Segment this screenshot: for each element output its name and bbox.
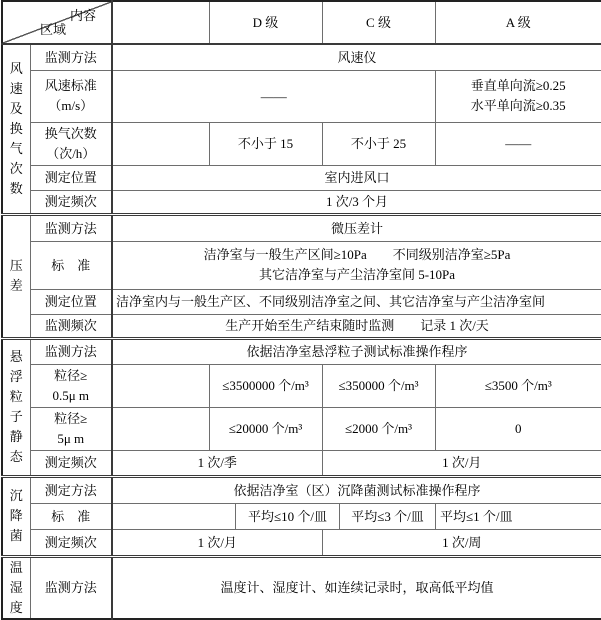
- group-label-temp-humidity: 温湿度: [2, 556, 30, 619]
- column-header-grade-d: D 级: [209, 1, 322, 44]
- value-cell-dc: ——: [112, 70, 435, 122]
- value-cell-blank: [112, 364, 209, 407]
- row-label: 监测方法: [30, 556, 112, 619]
- corner-cell: [2, 1, 112, 44]
- table-row: [2, 314, 601, 338]
- value-line2: 其它洁净室与产尘洁净室间 5-10Pa: [258, 267, 456, 282]
- row-label: [30, 70, 112, 122]
- table-row: [2, 241, 601, 289]
- value-cell-a: 0: [435, 407, 601, 450]
- value-cell: 依据洁净室悬浮粒子测试标准操作程序: [112, 338, 601, 364]
- row-label: 测定频次: [30, 190, 112, 214]
- row-label-line2: 0.5μ m: [52, 387, 90, 403]
- value-cell: [112, 241, 601, 289]
- table-row: [2, 476, 601, 503]
- row-label: 测定频次: [30, 529, 112, 556]
- value-cell: 室内进风口: [112, 165, 601, 190]
- row-label: 监测方法: [30, 338, 112, 364]
- table-row: [2, 407, 601, 450]
- value-cell-blank: [112, 407, 209, 450]
- value-cell: 温度计、湿度计、如连续记录时，取高低平均值: [112, 556, 601, 619]
- value-cell-a: ——: [435, 122, 601, 165]
- value-cell-a: [435, 70, 601, 122]
- table-row: [2, 289, 601, 314]
- row-label: 测定频次: [30, 450, 112, 476]
- value-cell: 微压差计: [112, 214, 601, 241]
- value-cell-a: ≤3500 个/m³: [435, 364, 601, 407]
- custom-segment-row: [113, 504, 601, 529]
- value-cell: 洁净室内与一般生产区、不同级别洁净室之间、其它洁净室与产尘洁净室间: [112, 289, 601, 314]
- value-cell-custom: [112, 503, 601, 529]
- row-label: 测定方法: [30, 476, 112, 503]
- group-label-windspeed: 风速及换气次数: [2, 44, 30, 214]
- row-label: 测定位置: [30, 165, 112, 190]
- row-label-line1: 风速标准: [44, 78, 97, 93]
- table-row: [2, 503, 601, 529]
- group-label-bacteria: 沉降菌: [2, 476, 30, 556]
- corner-label-region: 区域: [40, 22, 67, 37]
- table-row: [2, 190, 601, 214]
- segment-d: 平均≤10 个/皿: [235, 504, 339, 529]
- table-row: [2, 44, 601, 70]
- row-label: 标 准: [30, 503, 112, 529]
- column-header-grade-a: A 级: [435, 1, 601, 44]
- row-label: 测定位置: [30, 289, 112, 314]
- segment-a: 平均≤1 个/皿: [435, 504, 601, 529]
- table-row: [2, 165, 601, 190]
- table-row: [2, 214, 601, 241]
- value-line1: 洁净室与一般生产区间≥10Pa 不同级别洁净室≥5Pa: [203, 247, 511, 262]
- value-cell: 风速仪: [112, 44, 601, 70]
- row-label: 监测方法: [30, 214, 112, 241]
- table-row: [2, 364, 601, 407]
- row-label: 监测频次: [30, 314, 112, 338]
- header-row: [2, 1, 601, 44]
- value-cell-left: 1 次/季: [112, 450, 322, 476]
- row-label-line2: （m/s）: [48, 98, 94, 113]
- value-cell-d: ≤20000 个/m³: [209, 407, 322, 450]
- corner-label-content: 内容: [69, 8, 96, 23]
- segment-blank: [113, 504, 235, 529]
- row-label: 标 准: [30, 241, 112, 289]
- group-label-pressure: 压差: [2, 214, 30, 338]
- value-cell-blank: [112, 122, 209, 165]
- row-label-line1: 粒径≥: [54, 367, 88, 383]
- row-label: [30, 364, 112, 407]
- column-header-grade-c: C 级: [322, 1, 435, 44]
- value-cell: 1 次/3 个月: [112, 190, 601, 214]
- value-cell-c: ≤350000 个/m³: [322, 364, 435, 407]
- value-cell-right: 1 次/周: [322, 529, 601, 556]
- row-label: [30, 122, 112, 165]
- row-label-line2: 5μ m: [57, 430, 85, 446]
- value-cell: 生产开始至生产结束随时监测 记录 1 次/天: [112, 314, 601, 338]
- table-row: [2, 338, 601, 364]
- value-cell-c: 不小于 25: [322, 122, 435, 165]
- table-row: [2, 529, 601, 556]
- cleanroom-monitoring-table: [1, 0, 601, 620]
- value-line2: 水平单向流≥0.35: [470, 98, 566, 113]
- row-label: [30, 407, 112, 450]
- row-label-line1: 换气次数: [44, 125, 97, 141]
- row-label-line2: （次/h）: [46, 145, 96, 161]
- value-line1: 垂直单向流≥0.25: [470, 78, 566, 93]
- table-row: [2, 70, 601, 122]
- value-cell-d: ≤3500000 个/m³: [209, 364, 322, 407]
- table-row: [2, 450, 601, 476]
- row-label: 监测方法: [30, 44, 112, 70]
- value-cell-left: 1 次/月: [112, 529, 322, 556]
- value-cell-right: 1 次/月: [322, 450, 601, 476]
- table-row: [2, 556, 601, 619]
- segment-c: 平均≤3 个/皿: [339, 504, 435, 529]
- row-label-line1: 粒径≥: [54, 410, 88, 426]
- header-subcolumn-blank: [112, 1, 209, 44]
- table-row: [2, 122, 601, 165]
- value-cell-d: 不小于 15: [209, 122, 322, 165]
- value-cell: 依据洁净室（区）沉降菌测试标准操作程序: [112, 476, 601, 503]
- group-label-particles: 悬浮粒子静态: [2, 338, 30, 476]
- value-cell-c: ≤2000 个/m³: [322, 407, 435, 450]
